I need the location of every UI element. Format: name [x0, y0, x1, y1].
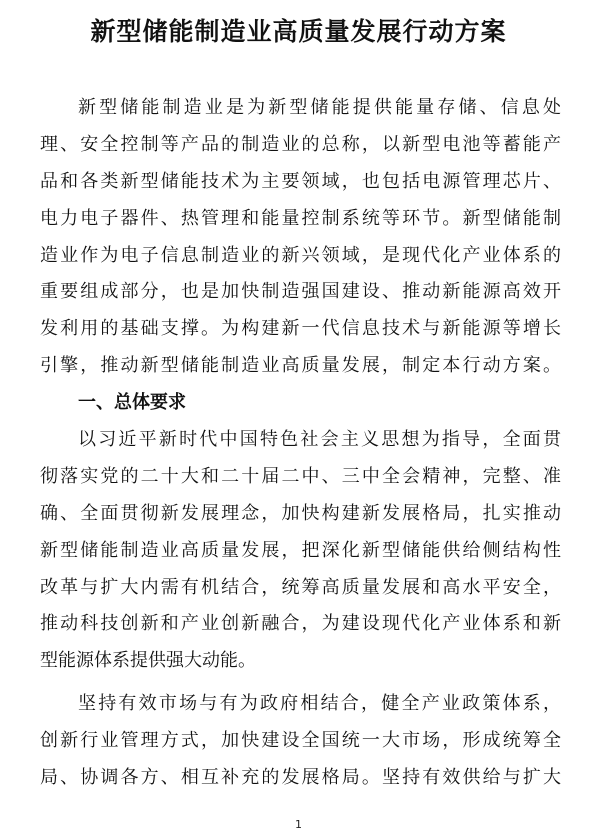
- paragraph-line: 电力电子器件、热管理和能量控制系统等环节。新型储能制: [40, 207, 561, 229]
- paragraph-line: 新型储能制造业是为新型储能提供能量存储、信息处: [78, 97, 561, 118]
- paragraph-line: 以习近平新时代中国特色社会主义思想为指导，全面贯: [78, 429, 561, 451]
- paragraph-line: 改革与扩大内需有机结合，统筹高质量发展和高水平安全，: [40, 576, 561, 598]
- document-title: 新型储能制造业高质量发展行动方案: [90, 17, 507, 46]
- paragraph-line: 造业作为电子信息制造业的新兴领域，是现代化产业体系的: [40, 244, 561, 266]
- paragraph-line: 局、协调各方、相互补充的发展格局。坚持有效供给与扩大: [40, 767, 561, 789]
- paragraph-line: 推动科技创新和产业创新融合，为建设现代化产业体系和新: [40, 613, 561, 635]
- paragraph-line: 彻落实党的二十大和二十届二中、三中全会精神，完整、准: [40, 465, 561, 487]
- paragraph-line: 发利用的基础支撑。为构建新一代信息技术与新能源等增长: [40, 318, 561, 340]
- section1-paragraph-1: [40, 422, 561, 680]
- section-heading: 一、总体要求: [78, 392, 186, 414]
- paragraph-line: 引擎，推动新型储能制造业高质量发展，制定本行动方案。: [40, 355, 561, 377]
- paragraph-line: 坚持有效市场与有为政府相结合，健全产业政策体系，: [78, 693, 561, 715]
- paragraph-line: 创新行业管理方式，加快建设全国统一大市场，形成统筹全: [40, 730, 561, 752]
- page-number: 1: [295, 818, 302, 831]
- paragraph-line: 重要组成部分，也是加快制造强国建设、推动新能源高效开: [40, 281, 561, 303]
- paragraph-line: 型能源体系提供强大动能。: [40, 650, 256, 672]
- paragraph-line: 理、安全控制等产品的制造业的总称，以新型电池等蓄能产: [40, 133, 561, 155]
- document-body: [40, 90, 561, 797]
- paragraph-line: 确、全面贯彻新发展理念，加快构建新发展格局，扎实推动: [40, 502, 561, 524]
- paragraph-line: 新型储能制造业高质量发展，把深化新型储能供给侧结构性: [40, 539, 561, 561]
- intro-paragraph: [40, 90, 561, 385]
- section1-paragraph-2: [40, 686, 561, 797]
- paragraph-line: 品和各类新型储能技术为主要领域，也包括电源管理芯片、: [40, 170, 561, 192]
